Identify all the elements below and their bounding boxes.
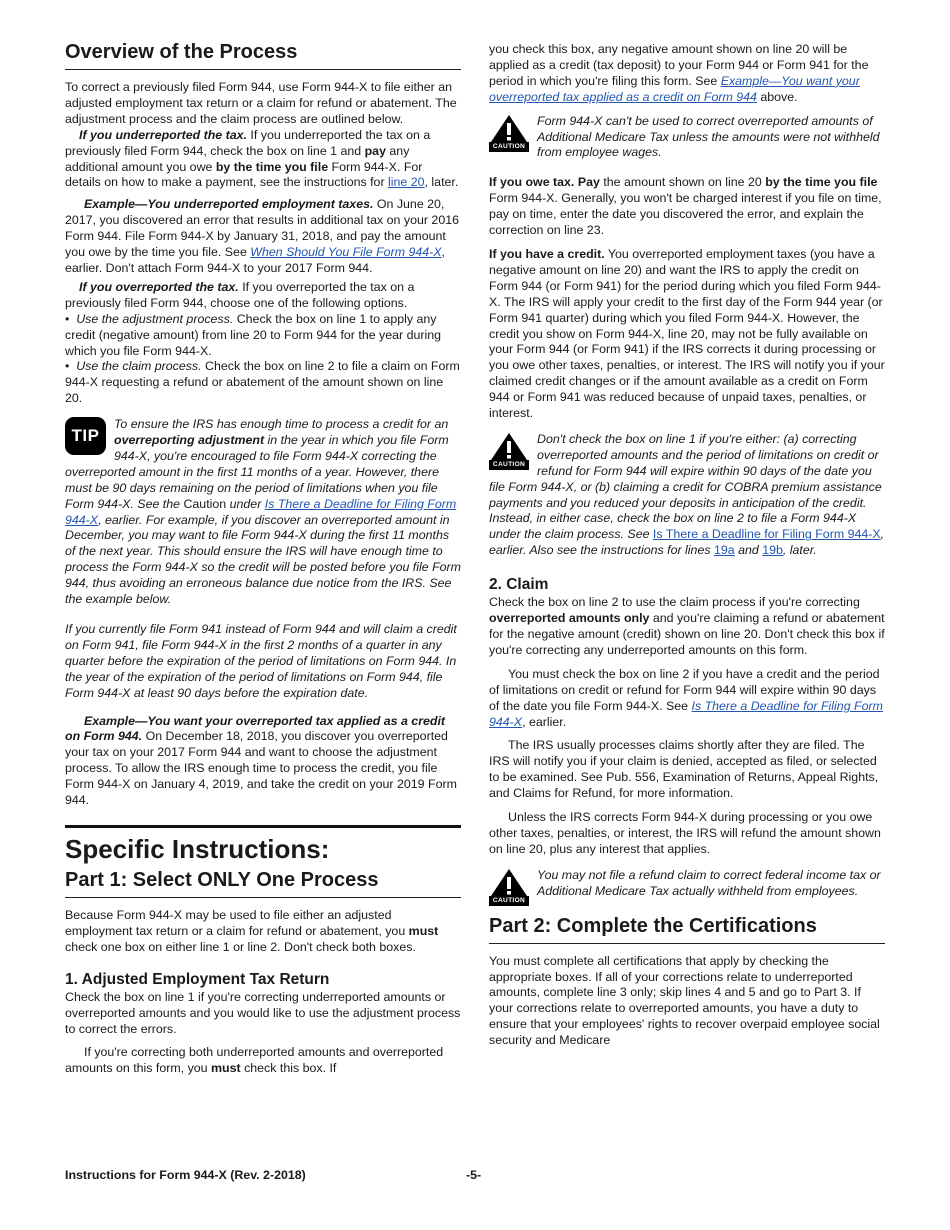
example-overreported: Example—You want your overreported tax applied as a credit on Form 944. On December 18, 2018, you discover you overreported your tax on your 2017 Form 944 and want to choose the adjustment process. To allow the IRS enough time to process the credit, you file Form 944-X on January 4, 2019, and take the credit on your 2019 Form 944. bbox=[65, 713, 457, 808]
specific-instructions-heading: Specific Instructions: bbox=[65, 825, 461, 864]
caution-note-1 bbox=[489, 114, 885, 162]
tip-note bbox=[65, 417, 461, 701]
part1-text: Because Form 944-X may be used to file either an adjusted employment tax return or a claim for refund or abatement, you must check one box on either line 1 or line 2. Don't check both boxes. bbox=[65, 907, 439, 954]
claim-text-2: You must check the box on line 2 if you have a credit and the period of limitations on credit or refund for Form 944 will expire within 90 days of the date you file Form 944-X. See Is There a Deadline for Filing Form 944-X, earlier. bbox=[489, 666, 883, 729]
caution-2-text: Don't check the box on line 1 if you're either: (a) correcting overreported amounts and the period of limitations on credit or refund for Form 944 will expire within 90 days of the date you file Form 944-X, or (b) claiming a credit for COBRA premium assistance payments and you reduced your deposits in anticipation of the credit. Instead, in either case, check the box on line 2 to file a Form 944-X under the claim process. See Is There a Deadline for Filing Form 944-X, earlier. Also see the instructions for lines 19a and 19b, later. bbox=[489, 431, 885, 558]
adjusted-return-text: Check the box on line 1 if you're correcting underreported amounts or overreported amounts and you would like to use the adjustment process to correct the errors. bbox=[65, 989, 461, 1036]
part2-heading: Part 2: Complete the Certifications bbox=[489, 914, 885, 944]
part2-text: You must complete all certifications that apply by checking the appropriate boxes. If all of your corrections relate to underreported amounts, complete line 3 only; skip lines 4 and 5 and go to Part 3. If your corrections relate to overreported amounts, you have a duty to ensure that your employees' rights to recover overpaid employee social security and Medicare bbox=[489, 953, 880, 1048]
tip-paragraph-2: If you currently file Form 941 instead of Form 944 and will claim a credit on Form 941, file Form 944-X in the first 2 months of a quarter in any quarter before the expiration of the period of limitations on Form 944. In the year of the expiration of the period of limitations on Form 944, file Form 944-X at least 90 days before the expiration date. bbox=[65, 622, 457, 700]
claim-text-3: The IRS usually processes claims shortly after they are filed. The IRS will notify you if your claim is denied, accepted as filed, or selected to be examined. See Pub. 556, Examination of Returns, Appeal Rights, and Claims for Refund, for more information. bbox=[489, 738, 879, 801]
owe-tax-paragraph: If you owe tax. Pay the amount shown on line 20 by the time you file Form 944-X. Generally, you won't be charged interest if you file on time, pay on time, enter the date you discovered the error, and explain the correction on line 23. bbox=[489, 175, 882, 238]
example-credit-link[interactable]: Example—You want your overreported tax applied as a credit on Form 944 bbox=[489, 73, 860, 104]
deadline-link-caution[interactable]: Is There a Deadline for Filing Form 944-X bbox=[652, 527, 881, 542]
tip-icon: TIP bbox=[65, 417, 106, 455]
overreported-paragraph: If you overreported the tax. If you overreported the tax on a previously filed Form 944, choose one of the following options. bbox=[65, 279, 415, 310]
line-20-link[interactable]: line 20 bbox=[388, 175, 425, 190]
adjusted-return-heading: 1. Adjusted Employment Tax Return bbox=[65, 970, 330, 988]
caution-icon: CAUTION bbox=[489, 114, 529, 152]
bullet-claim-process: • Use the claim process. Check the box on line 2 to file a claim on Form 944-X requesting a refund or abatement of the amount shown on line 20. bbox=[65, 359, 460, 406]
bullet-adjustment-process: • Use the adjustment process. Check the box on line 1 to apply any credit (negative amount) from line 20 to Form 944 for the year during which you file Form 944-X. bbox=[65, 311, 442, 358]
claim-heading: 2. Claim bbox=[489, 576, 549, 594]
caution-3-text: You may not file a refund claim to correct federal income tax or Additional Medicare Tax actually withheld from employees. bbox=[537, 867, 881, 898]
claim-text-4: Unless the IRS corrects Form 944-X during processing or you owe other taxes, penalties, or interest, the IRS will refund the amount shown on line 20, plus any interest that applies. bbox=[489, 810, 881, 856]
footer-title: Instructions for Form 944-X (Rev. 2-2018) bbox=[65, 1168, 306, 1182]
deadline-link-claim[interactable]: Is There a Deadline for Filing Form 944-X bbox=[489, 698, 883, 729]
caution-note-2 bbox=[489, 432, 885, 559]
tip-text: To ensure the IRS has enough time to process a credit for an overreporting adjustment in the year in which you file Form 944-X, you're encouraged to file Form 944-X correcting the overreported amount in the first 11 months of a year. However, there must be 90 days remaining on the period of limitations when you file Form 944-X. See the Caution under Is There a Deadline for Filing Form 944-X, earlier. For example, if you discover an overreported amount in December, you may want to file Form 944-X during the first 11 months of the next year. This should ensure the IRS will have enough time to process the Form 944-X so the credit will be posted before you file Form 944, thus avoiding an erroneous balance due notice from the IRS. See the example below. bbox=[65, 417, 461, 607]
deadline-link-tip[interactable]: Is There a Deadline for Filing Form 944-X bbox=[65, 496, 457, 527]
caution-icon: CAUTION bbox=[489, 432, 529, 470]
right-column bbox=[489, 42, 885, 1049]
caution-note-3 bbox=[489, 867, 885, 904]
credit-paragraph: If you have a credit. You overreported employment taxes (you have a negative amount on line 20) and want the IRS to apply the credit on Form 944 (or Form 941) for the period during which you filed Form 944-X. The IRS will apply your credit to the first day of the Form 944 year (or Form 941 quarter) during which you filed Form 944-X. However, the credit you show on Form 944-X, line 20, may not be fully available on your Form 944 (or Form 941) if the IRS corrects it during processing or you owe other taxes, penalties, or interest. The IRS will notify you if your claimed credit changes or if the amount available as a credit on Form 944 or Form 941 was reduced because of unpaid taxes, penalties, or interest. bbox=[489, 246, 885, 421]
line-19a-link[interactable]: 19a bbox=[713, 543, 735, 558]
adjusted-return-text-2: If you're correcting both underreported amounts and overreported amounts on this form, you must check this box. If bbox=[65, 1045, 444, 1076]
caution-1-text: Form 944-X can't be used to correct overreported amounts of Additional Medicare Tax unless the amounts were not withheld from employee wages. bbox=[537, 113, 880, 160]
example-underreported: Example—You underreported employment taxes. On June 20, 2017, you discovered an error that results in additional tax on your 2016 Form 944. File Form 944-X by January 31, 2018, and pay the amount you owe by the time you file. See When Should You File Form 944-X, earlier. Don't attach Form 944-X to your 2017 Form 944. bbox=[65, 197, 459, 275]
underreported-paragraph: If you underreported the tax. If you underreported the tax on a previously filed Form 944, check the box on line 1 and pay any additional amount you owe by the time you file Form 944-X. For details on how to make a payment, see the instructions for line 20, later. bbox=[65, 127, 459, 190]
continued-text: you check this box, any negative amount shown on line 20 will be applied as a credit (tax deposit) to your Form 944 or Form 941 for the period in which you're filing this form. See Example—You want your overreported tax applied as a credit on Form 944 above. bbox=[489, 42, 869, 104]
line-19b-link[interactable]: 19b bbox=[762, 543, 783, 558]
overview-heading: Overview of the Process bbox=[65, 40, 461, 70]
caution-icon: CAUTION bbox=[489, 868, 529, 906]
overview-intro: To correct a previously filed Form 944, use Form 944-X to file either an adjusted employment tax return or a claim for refund or abatement. The adjustment process and the claim process are outlined below. bbox=[65, 80, 457, 126]
when-should-you-file-link[interactable]: When Should You File Form 944-X bbox=[250, 245, 442, 260]
left-column bbox=[65, 40, 461, 1077]
page-number: -5- bbox=[466, 1168, 482, 1182]
claim-text: Check the box on line 2 to use the claim process if you're correcting overreported amounts only and you're claiming a refund or abatement for the negative amount (credit) shown on line 20. Don't check this box if you're correcting any underreported amounts on this form. bbox=[489, 595, 885, 657]
part1-heading: Part 1: Select ONLY One Process bbox=[65, 868, 461, 898]
